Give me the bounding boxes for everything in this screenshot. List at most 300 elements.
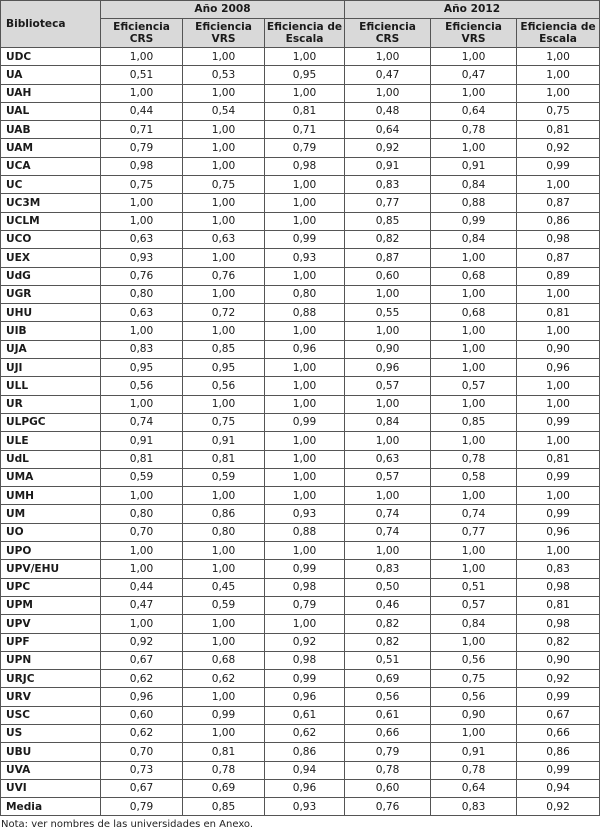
value-cell: 0,73 <box>101 761 183 779</box>
table-row <box>1 578 600 596</box>
library-name-cell: UMA <box>1 468 101 486</box>
value-cell: 0,99 <box>517 761 600 779</box>
value-cell: 1,00 <box>431 542 517 560</box>
value-cell: 0,80 <box>101 285 183 303</box>
library-name-cell: UIB <box>1 322 101 340</box>
library-name-cell: UAM <box>1 139 101 157</box>
value-cell: 0,74 <box>345 505 431 523</box>
value-cell: 0,56 <box>101 377 183 395</box>
value-cell: 0,93 <box>265 798 345 816</box>
value-cell: 0,96 <box>517 359 600 377</box>
value-cell: 1,00 <box>431 48 517 66</box>
value-cell: 0,80 <box>183 523 265 541</box>
value-cell: 0,99 <box>431 212 517 230</box>
table-row <box>1 468 600 486</box>
value-cell: 0,71 <box>101 121 183 139</box>
value-cell: 0,62 <box>101 670 183 688</box>
value-cell: 0,67 <box>101 651 183 669</box>
value-cell: 0,96 <box>265 688 345 706</box>
value-cell: 0,81 <box>517 121 600 139</box>
value-cell: 0,66 <box>345 724 431 742</box>
value-cell: 0,94 <box>517 779 600 797</box>
header-column-line2: VRS <box>211 33 236 45</box>
value-cell: 0,92 <box>265 633 345 651</box>
value-cell: 0,62 <box>101 724 183 742</box>
value-cell: 0,76 <box>345 798 431 816</box>
value-cell: 1,00 <box>345 542 431 560</box>
value-cell: 1,00 <box>431 340 517 358</box>
value-cell: 1,00 <box>183 249 265 267</box>
library-name-cell: UR <box>1 395 101 413</box>
value-cell: 1,00 <box>183 633 265 651</box>
library-name-cell: UC <box>1 176 101 194</box>
value-cell: 0,99 <box>265 413 345 431</box>
value-cell: 1,00 <box>101 395 183 413</box>
value-cell: 0,91 <box>345 157 431 175</box>
value-cell: 0,99 <box>517 505 600 523</box>
value-cell: 0,56 <box>431 651 517 669</box>
value-cell: 0,47 <box>101 596 183 614</box>
value-cell: 0,98 <box>265 651 345 669</box>
value-cell: 1,00 <box>183 285 265 303</box>
value-cell: 0,86 <box>517 743 600 761</box>
header-column-5 <box>517 19 600 48</box>
value-cell: 1,00 <box>183 194 265 212</box>
table-row <box>1 432 600 450</box>
value-cell: 1,00 <box>183 688 265 706</box>
value-cell: 0,45 <box>183 578 265 596</box>
value-cell: 0,95 <box>183 359 265 377</box>
value-cell: 0,82 <box>517 633 600 651</box>
value-cell: 0,63 <box>183 230 265 248</box>
value-cell: 1,00 <box>517 48 600 66</box>
value-cell: 1,00 <box>431 432 517 450</box>
value-cell: 0,87 <box>517 249 600 267</box>
value-cell: 0,79 <box>265 139 345 157</box>
library-name-cell: UA <box>1 66 101 84</box>
value-cell: 0,47 <box>345 66 431 84</box>
library-name-cell: UPV <box>1 615 101 633</box>
library-name-cell: URV <box>1 688 101 706</box>
value-cell: 0,44 <box>101 578 183 596</box>
value-cell: 0,99 <box>265 670 345 688</box>
library-name-cell: UPM <box>1 596 101 614</box>
header-column-line2: Escala <box>285 33 324 45</box>
value-cell: 1,00 <box>183 157 265 175</box>
value-cell: 0,78 <box>431 761 517 779</box>
table-row <box>1 670 600 688</box>
header-column-4 <box>431 19 517 48</box>
value-cell: 1,00 <box>345 285 431 303</box>
library-name-cell: UEX <box>1 249 101 267</box>
value-cell: 0,54 <box>183 102 265 120</box>
value-cell: 1,00 <box>431 322 517 340</box>
table-row <box>1 523 600 541</box>
value-cell: 0,77 <box>345 194 431 212</box>
library-name-cell: UPC <box>1 578 101 596</box>
table-row <box>1 706 600 724</box>
table-note: Nota: ver nombres de las universidades en Anexo. <box>1 819 254 830</box>
header-column-line2: CRS <box>375 33 400 45</box>
table-row <box>1 542 600 560</box>
value-cell: 0,91 <box>431 743 517 761</box>
value-cell: 1,00 <box>431 139 517 157</box>
value-cell: 1,00 <box>265 48 345 66</box>
value-cell: 0,64 <box>345 121 431 139</box>
value-cell: 1,00 <box>183 48 265 66</box>
value-cell: 0,51 <box>101 66 183 84</box>
value-cell: 1,00 <box>431 487 517 505</box>
value-cell: 0,56 <box>431 688 517 706</box>
value-cell: 0,86 <box>517 212 600 230</box>
table-row <box>1 377 600 395</box>
value-cell: 1,00 <box>183 121 265 139</box>
value-cell: 0,79 <box>101 798 183 816</box>
value-cell: 1,00 <box>183 322 265 340</box>
value-cell: 0,69 <box>183 779 265 797</box>
value-cell: 1,00 <box>183 84 265 102</box>
value-cell: 0,80 <box>265 285 345 303</box>
value-cell: 0,81 <box>517 596 600 614</box>
value-cell: 0,47 <box>431 66 517 84</box>
value-cell: 0,67 <box>101 779 183 797</box>
value-cell: 0,64 <box>431 779 517 797</box>
value-cell: 1,00 <box>101 194 183 212</box>
value-cell: 0,81 <box>101 450 183 468</box>
table-row <box>1 505 600 523</box>
table-row <box>1 267 600 285</box>
table-row <box>1 66 600 84</box>
value-cell: 0,81 <box>517 304 600 322</box>
value-cell: 0,71 <box>265 121 345 139</box>
value-cell: 0,98 <box>101 157 183 175</box>
value-cell: 0,66 <box>517 724 600 742</box>
value-cell: 0,55 <box>345 304 431 322</box>
value-cell: 1,00 <box>517 285 600 303</box>
value-cell: 0,98 <box>517 578 600 596</box>
value-cell: 1,00 <box>517 66 600 84</box>
value-cell: 1,00 <box>101 560 183 578</box>
value-cell: 0,53 <box>183 66 265 84</box>
value-cell: 0,84 <box>345 413 431 431</box>
value-cell: 1,00 <box>265 542 345 560</box>
value-cell: 0,99 <box>265 230 345 248</box>
header-column-1 <box>183 19 265 48</box>
header-column-3 <box>345 19 431 48</box>
value-cell: 0,68 <box>431 267 517 285</box>
value-cell: 1,00 <box>345 432 431 450</box>
header-column-line1: Eficiencia <box>113 21 170 33</box>
value-cell: 1,00 <box>517 432 600 450</box>
value-cell: 1,00 <box>517 542 600 560</box>
header-column-0 <box>101 19 183 48</box>
value-cell: 0,70 <box>101 523 183 541</box>
library-name-cell: UPV/EHU <box>1 560 101 578</box>
value-cell: 0,56 <box>345 688 431 706</box>
value-cell: 0,90 <box>431 706 517 724</box>
value-cell: 0,94 <box>265 761 345 779</box>
value-cell: 1,00 <box>101 84 183 102</box>
library-name-cell: ULL <box>1 377 101 395</box>
value-cell: 0,84 <box>431 615 517 633</box>
value-cell: 0,78 <box>345 761 431 779</box>
table-row <box>1 761 600 779</box>
header-column-line2: VRS <box>461 33 486 45</box>
value-cell: 1,00 <box>345 487 431 505</box>
value-cell: 0,79 <box>101 139 183 157</box>
value-cell: 1,00 <box>265 194 345 212</box>
table-row <box>1 176 600 194</box>
value-cell: 1,00 <box>183 724 265 742</box>
value-cell: 0,83 <box>431 798 517 816</box>
value-cell: 0,88 <box>265 523 345 541</box>
table-row <box>1 633 600 651</box>
value-cell: 1,00 <box>101 487 183 505</box>
value-cell: 0,96 <box>345 359 431 377</box>
value-cell: 0,81 <box>183 450 265 468</box>
table-header <box>1 1 600 48</box>
value-cell: 1,00 <box>101 322 183 340</box>
value-cell: 0,75 <box>431 670 517 688</box>
value-cell: 0,92 <box>517 139 600 157</box>
value-cell: 0,74 <box>345 523 431 541</box>
value-cell: 0,63 <box>345 450 431 468</box>
library-name-cell: Media <box>1 798 101 816</box>
value-cell: 1,00 <box>265 432 345 450</box>
value-cell: 0,93 <box>265 249 345 267</box>
table-row <box>1 304 600 322</box>
value-cell: 0,92 <box>517 798 600 816</box>
value-cell: 0,75 <box>183 176 265 194</box>
value-cell: 0,61 <box>265 706 345 724</box>
table-row <box>1 743 600 761</box>
value-cell: 0,44 <box>101 102 183 120</box>
library-name-cell: UJI <box>1 359 101 377</box>
value-cell: 0,60 <box>101 706 183 724</box>
value-cell: 1,00 <box>265 377 345 395</box>
library-name-cell: UCLM <box>1 212 101 230</box>
library-name-cell: UC3M <box>1 194 101 212</box>
value-cell: 0,68 <box>431 304 517 322</box>
value-cell: 0,56 <box>183 377 265 395</box>
value-cell: 0,99 <box>517 468 600 486</box>
value-cell: 0,95 <box>101 359 183 377</box>
value-cell: 1,00 <box>517 395 600 413</box>
library-name-cell: UAB <box>1 121 101 139</box>
table-row <box>1 139 600 157</box>
value-cell: 0,61 <box>345 706 431 724</box>
table-row <box>1 487 600 505</box>
table-row <box>1 779 600 797</box>
value-cell: 0,99 <box>517 413 600 431</box>
header-column-line1: Eficiencia <box>195 21 252 33</box>
value-cell: 0,80 <box>101 505 183 523</box>
table-row <box>1 395 600 413</box>
header-column-line1: Eficiencia <box>445 21 502 33</box>
value-cell: 0,91 <box>183 432 265 450</box>
value-cell: 0,63 <box>101 230 183 248</box>
value-cell: 0,75 <box>183 413 265 431</box>
library-name-cell: USC <box>1 706 101 724</box>
value-cell: 1,00 <box>517 322 600 340</box>
library-name-cell: ULPGC <box>1 413 101 431</box>
value-cell: 1,00 <box>265 176 345 194</box>
value-cell: 1,00 <box>265 322 345 340</box>
value-cell: 0,78 <box>431 450 517 468</box>
table-row <box>1 651 600 669</box>
value-cell: 0,85 <box>345 212 431 230</box>
value-cell: 0,82 <box>345 633 431 651</box>
value-cell: 1,00 <box>183 139 265 157</box>
table-row <box>1 724 600 742</box>
library-name-cell: UMH <box>1 487 101 505</box>
value-cell: 0,98 <box>517 230 600 248</box>
value-cell: 1,00 <box>265 487 345 505</box>
value-cell: 0,85 <box>431 413 517 431</box>
value-cell: 0,99 <box>517 688 600 706</box>
library-name-cell: UHU <box>1 304 101 322</box>
value-cell: 0,74 <box>431 505 517 523</box>
value-cell: 0,64 <box>431 102 517 120</box>
value-cell: 1,00 <box>431 285 517 303</box>
value-cell: 1,00 <box>431 359 517 377</box>
header-column-line2: Escala <box>539 33 577 45</box>
value-cell: 1,00 <box>183 487 265 505</box>
value-cell: 1,00 <box>431 84 517 102</box>
header-column-line1: Eficiencia <box>359 21 416 33</box>
library-name-cell: UCA <box>1 157 101 175</box>
value-cell: 0,87 <box>517 194 600 212</box>
value-cell: 0,81 <box>265 102 345 120</box>
header-column-line1: Eficiencia de <box>520 21 596 33</box>
value-cell: 1,00 <box>265 267 345 285</box>
value-cell: 1,00 <box>517 377 600 395</box>
table-row <box>1 359 600 377</box>
value-cell: 0,78 <box>183 761 265 779</box>
value-cell: 0,98 <box>265 157 345 175</box>
library-name-cell: UdL <box>1 450 101 468</box>
value-cell: 0,75 <box>101 176 183 194</box>
value-cell: 0,59 <box>101 468 183 486</box>
value-cell: 0,63 <box>101 304 183 322</box>
value-cell: 0,84 <box>431 230 517 248</box>
library-name-cell: UPO <box>1 542 101 560</box>
value-cell: 0,92 <box>517 670 600 688</box>
value-cell: 0,98 <box>265 578 345 596</box>
value-cell: 0,51 <box>431 578 517 596</box>
value-cell: 1,00 <box>517 176 600 194</box>
value-cell: 0,92 <box>101 633 183 651</box>
value-cell: 0,83 <box>345 176 431 194</box>
value-cell: 0,83 <box>517 560 600 578</box>
library-name-cell: UVA <box>1 761 101 779</box>
table-row <box>1 688 600 706</box>
header-library: Biblioteca <box>1 1 101 48</box>
library-name-cell: ULE <box>1 432 101 450</box>
table-row <box>1 157 600 175</box>
value-cell: 0,88 <box>431 194 517 212</box>
library-name-cell: UAH <box>1 84 101 102</box>
value-cell: 0,79 <box>265 596 345 614</box>
value-cell: 0,90 <box>345 340 431 358</box>
library-name-cell: US <box>1 724 101 742</box>
table-row <box>1 48 600 66</box>
value-cell: 1,00 <box>183 542 265 560</box>
value-cell: 0,84 <box>431 176 517 194</box>
value-cell: 0,90 <box>517 651 600 669</box>
value-cell: 1,00 <box>101 542 183 560</box>
table-row <box>1 560 600 578</box>
value-cell: 0,83 <box>345 560 431 578</box>
header-group-2012: Año 2012 <box>345 1 600 19</box>
table-row <box>1 230 600 248</box>
value-cell: 0,88 <box>265 304 345 322</box>
value-cell: 0,81 <box>517 450 600 468</box>
value-cell: 0,60 <box>345 779 431 797</box>
value-cell: 1,00 <box>431 395 517 413</box>
value-cell: 0,46 <box>345 596 431 614</box>
value-cell: 0,76 <box>183 267 265 285</box>
value-cell: 0,96 <box>517 523 600 541</box>
library-name-cell: UDC <box>1 48 101 66</box>
value-cell: 0,59 <box>183 468 265 486</box>
value-cell: 0,62 <box>183 670 265 688</box>
value-cell: 1,00 <box>265 450 345 468</box>
library-name-cell: UGR <box>1 285 101 303</box>
value-cell: 0,83 <box>101 340 183 358</box>
table-row <box>1 340 600 358</box>
value-cell: 0,99 <box>517 157 600 175</box>
value-cell: 0,79 <box>345 743 431 761</box>
value-cell: 1,00 <box>183 560 265 578</box>
header-column-2 <box>265 19 345 48</box>
value-cell: 1,00 <box>345 84 431 102</box>
value-cell: 1,00 <box>101 212 183 230</box>
value-cell: 1,00 <box>183 395 265 413</box>
value-cell: 1,00 <box>265 395 345 413</box>
value-cell: 1,00 <box>265 84 345 102</box>
value-cell: 0,77 <box>431 523 517 541</box>
value-cell: 0,58 <box>431 468 517 486</box>
value-cell: 0,91 <box>101 432 183 450</box>
value-cell: 1,00 <box>265 212 345 230</box>
header-column-line1: Eficiencia de <box>266 21 343 33</box>
value-cell: 0,82 <box>345 615 431 633</box>
value-cell: 1,00 <box>517 84 600 102</box>
header-group-2008: Año 2008 <box>101 1 345 19</box>
value-cell: 0,50 <box>345 578 431 596</box>
value-cell: 0,93 <box>265 505 345 523</box>
value-cell: 0,85 <box>183 340 265 358</box>
value-cell: 0,69 <box>345 670 431 688</box>
value-cell: 0,57 <box>345 377 431 395</box>
library-name-cell: UPN <box>1 651 101 669</box>
library-name-cell: UJA <box>1 340 101 358</box>
value-cell: 1,00 <box>431 560 517 578</box>
value-cell: 0,57 <box>431 596 517 614</box>
value-cell: 0,70 <box>101 743 183 761</box>
table-row <box>1 194 600 212</box>
value-cell: 1,00 <box>265 615 345 633</box>
table-row <box>1 249 600 267</box>
value-cell: 0,89 <box>517 267 600 285</box>
value-cell: 0,59 <box>183 596 265 614</box>
library-name-cell: UCO <box>1 230 101 248</box>
value-cell: 1,00 <box>345 395 431 413</box>
table-row <box>1 102 600 120</box>
value-cell: 1,00 <box>431 724 517 742</box>
value-cell: 1,00 <box>101 615 183 633</box>
